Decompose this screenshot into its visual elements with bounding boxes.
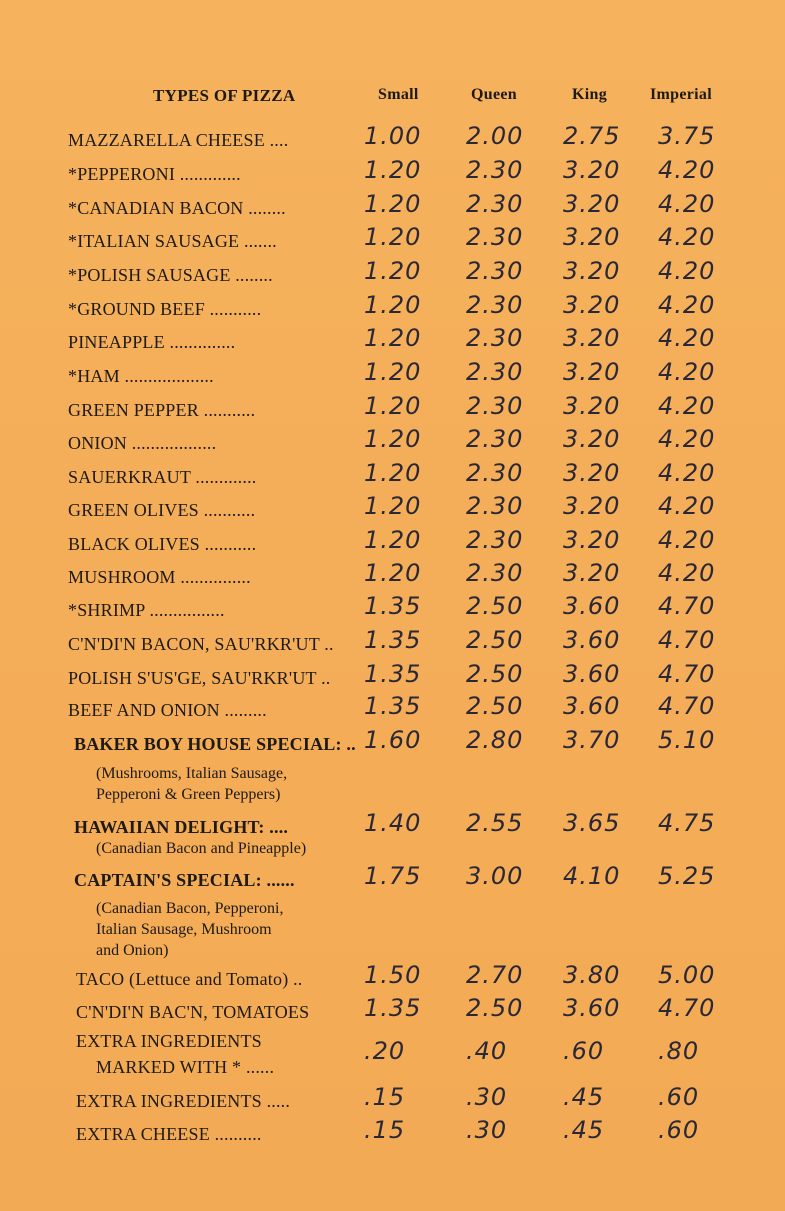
item-name: GREEN PEPPER ........... <box>68 400 256 420</box>
price-imperial: 4.20 <box>658 559 716 587</box>
price-queen: 2.30 <box>466 291 524 319</box>
item-name: ONION .................. <box>68 433 217 453</box>
price-king: 3.20 <box>563 459 621 487</box>
item-name: EXTRA INGREDIENTS ..... <box>76 1091 291 1111</box>
price-small: 1.50 <box>364 961 422 989</box>
price-small: 1.20 <box>364 324 422 352</box>
price-queen: .40 <box>466 1037 508 1065</box>
item-name: GREEN OLIVES ........... <box>68 500 256 520</box>
price-small: 1.00 <box>364 122 422 150</box>
price-small: 1.20 <box>364 459 422 487</box>
price-queen: 2.55 <box>466 809 524 837</box>
menu-row <box>0 862 785 900</box>
price-imperial: 4.20 <box>658 358 716 386</box>
price-queen: 2.00 <box>466 122 524 150</box>
item-name: CAPTAIN'S SPECIAL: ...... <box>74 870 295 890</box>
price-imperial: 4.20 <box>658 459 716 487</box>
item-name: BEEF AND ONION ......... <box>68 700 267 720</box>
header-king: King <box>572 86 607 103</box>
item-name: *PEPPERONI ............. <box>68 164 241 184</box>
price-king: 3.20 <box>563 324 621 352</box>
price-queen: 2.30 <box>466 526 524 554</box>
price-queen: 2.50 <box>466 994 524 1022</box>
price-queen: 2.50 <box>466 626 524 654</box>
price-queen: .30 <box>466 1083 508 1111</box>
price-king: 3.20 <box>563 526 621 554</box>
price-king: .45 <box>563 1116 605 1144</box>
price-king: 3.70 <box>563 726 621 754</box>
price-imperial: 4.20 <box>658 156 716 184</box>
price-queen: 2.30 <box>466 190 524 218</box>
price-king: 3.20 <box>563 425 621 453</box>
price-small: .15 <box>364 1083 406 1111</box>
item-description: (Canadian Bacon and Pineapple) <box>96 840 307 857</box>
price-small: 1.75 <box>364 862 422 890</box>
item-name: SAUERKRAUT ............. <box>68 467 257 487</box>
item-name: BAKER BOY HOUSE SPECIAL: .. <box>74 734 356 754</box>
price-queen: 2.30 <box>466 425 524 453</box>
price-queen: 2.80 <box>466 726 524 754</box>
menu-row <box>0 1116 785 1154</box>
item-name: MAZZARELLA CHEESE .... <box>68 130 289 150</box>
price-king: .60 <box>563 1037 605 1065</box>
price-small: 1.20 <box>364 358 422 386</box>
price-imperial: 5.00 <box>658 961 716 989</box>
item-description: (Mushrooms, Italian Sausage, Pepperoni & Green Peppers) <box>96 765 288 803</box>
price-queen: 2.50 <box>466 660 524 688</box>
price-imperial: 4.70 <box>658 660 716 688</box>
price-king: 3.60 <box>563 626 621 654</box>
item-name: TACO (Lettuce and Tomato) .. <box>76 969 303 989</box>
price-imperial: 4.20 <box>658 526 716 554</box>
price-queen: 2.70 <box>466 961 524 989</box>
price-small: 1.35 <box>364 626 422 654</box>
price-queen: 2.30 <box>466 559 524 587</box>
item-name: EXTRA INGREDIENTS <box>76 1031 262 1051</box>
price-imperial: 4.20 <box>658 291 716 319</box>
item-name: *POLISH SAUSAGE ........ <box>68 265 273 285</box>
item-name: *ITALIAN SAUSAGE ....... <box>68 231 277 251</box>
price-king: 3.60 <box>563 660 621 688</box>
header-small: Small <box>378 86 419 103</box>
price-queen: 2.50 <box>466 592 524 620</box>
header-types-of-pizza: TYPES OF PIZZA <box>153 86 296 105</box>
price-small: .15 <box>364 1116 406 1144</box>
price-imperial: 4.70 <box>658 592 716 620</box>
menu-row <box>0 726 785 764</box>
price-small: .20 <box>364 1037 406 1065</box>
price-imperial: 4.20 <box>658 492 716 520</box>
price-imperial: .60 <box>658 1116 700 1144</box>
price-king: 3.65 <box>563 809 621 837</box>
item-name: *SHRIMP ................ <box>68 600 225 620</box>
item-name: *GROUND BEEF ........... <box>68 299 262 319</box>
price-king: 3.80 <box>563 961 621 989</box>
price-imperial: 4.20 <box>658 324 716 352</box>
price-king: 3.20 <box>563 358 621 386</box>
price-king: 3.60 <box>563 994 621 1022</box>
price-small: 1.40 <box>364 809 422 837</box>
price-queen: 2.30 <box>466 459 524 487</box>
price-imperial: 4.70 <box>658 994 716 1022</box>
price-queen: 2.30 <box>466 492 524 520</box>
price-imperial: 5.10 <box>658 726 716 754</box>
price-queen: 2.30 <box>466 324 524 352</box>
item-name: EXTRA CHEESE .......... <box>76 1124 262 1144</box>
price-imperial: 4.20 <box>658 257 716 285</box>
price-imperial: 4.20 <box>658 190 716 218</box>
price-queen: 2.30 <box>466 257 524 285</box>
price-queen: .30 <box>466 1116 508 1144</box>
price-king: 2.75 <box>563 122 621 150</box>
item-name: *CANADIAN BACON ........ <box>68 198 286 218</box>
item-name: PINEAPPLE .............. <box>68 332 236 352</box>
price-small: 1.35 <box>364 592 422 620</box>
item-name: C'N'DI'N BACON, SAU'RKR'UT .. <box>68 634 334 654</box>
price-king: 4.10 <box>563 862 621 890</box>
price-queen: 2.30 <box>466 223 524 251</box>
menu-row <box>0 1031 785 1077</box>
menu-row <box>0 994 785 1032</box>
item-name: BLACK OLIVES ........... <box>68 534 257 554</box>
price-imperial: .80 <box>658 1037 700 1065</box>
price-imperial: 4.70 <box>658 626 716 654</box>
price-imperial: 3.75 <box>658 122 716 150</box>
price-king: 3.20 <box>563 559 621 587</box>
price-small: 1.35 <box>364 692 422 720</box>
price-king: 3.20 <box>563 223 621 251</box>
price-king: 3.60 <box>563 592 621 620</box>
price-small: 1.20 <box>364 291 422 319</box>
price-small: 1.20 <box>364 492 422 520</box>
price-imperial: 4.20 <box>658 392 716 420</box>
price-queen: 2.30 <box>466 392 524 420</box>
price-king: .45 <box>563 1083 605 1111</box>
price-small: 1.20 <box>364 190 422 218</box>
price-imperial: 4.75 <box>658 809 716 837</box>
item-name: HAWAIIAN DELIGHT: .... <box>74 817 289 837</box>
item-name: POLISH S'US'GE, SAU'RKR'UT .. <box>68 668 331 688</box>
price-small: 1.20 <box>364 392 422 420</box>
header-queen: Queen <box>471 86 517 103</box>
price-king: 3.20 <box>563 257 621 285</box>
price-small: 1.35 <box>364 994 422 1022</box>
price-king: 3.20 <box>563 392 621 420</box>
header-imperial: Imperial <box>650 86 712 103</box>
price-small: 1.20 <box>364 257 422 285</box>
price-small: 1.20 <box>364 223 422 251</box>
price-king: 3.20 <box>563 156 621 184</box>
item-name: *HAM ................... <box>68 366 214 386</box>
item-description: (Canadian Bacon, Pepperoni, Italian Sausage, Mushroom and Onion) <box>96 900 284 959</box>
price-king: 3.60 <box>563 692 621 720</box>
price-imperial: 4.20 <box>658 223 716 251</box>
item-name: MUSHROOM ............... <box>68 567 251 587</box>
price-king: 3.20 <box>563 291 621 319</box>
price-small: 1.20 <box>364 526 422 554</box>
item-name-line2: MARKED WITH * ...... <box>96 1057 275 1077</box>
price-small: 1.20 <box>364 425 422 453</box>
item-name: C'N'DI'N BAC'N, TOMATOES <box>76 1002 310 1022</box>
price-queen: 2.50 <box>466 692 524 720</box>
price-imperial: .60 <box>658 1083 700 1111</box>
price-imperial: 5.25 <box>658 862 716 890</box>
price-small: 1.60 <box>364 726 422 754</box>
price-queen: 3.00 <box>466 862 524 890</box>
price-small: 1.35 <box>364 660 422 688</box>
price-queen: 2.30 <box>466 156 524 184</box>
price-small: 1.20 <box>364 156 422 184</box>
price-king: 3.20 <box>563 190 621 218</box>
price-imperial: 4.20 <box>658 425 716 453</box>
price-imperial: 4.70 <box>658 692 716 720</box>
price-queen: 2.30 <box>466 358 524 386</box>
price-king: 3.20 <box>563 492 621 520</box>
price-small: 1.20 <box>364 559 422 587</box>
